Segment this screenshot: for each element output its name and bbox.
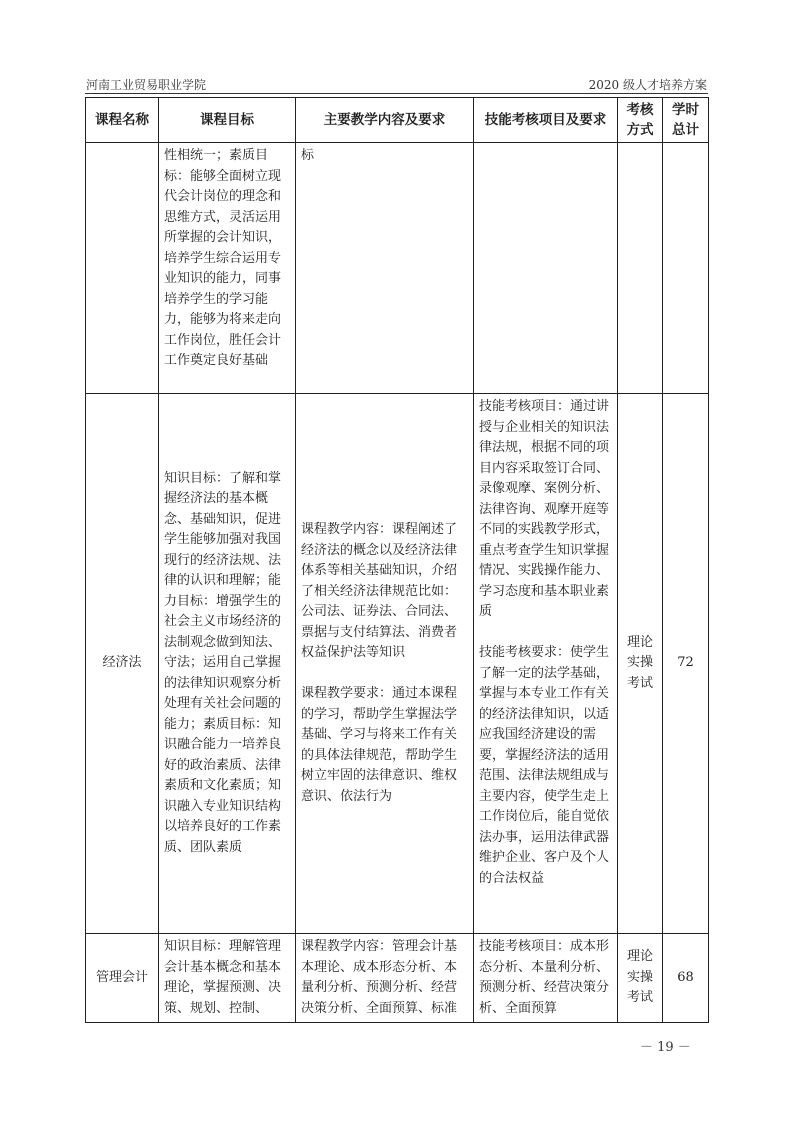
course-name-cell xyxy=(86,143,159,394)
exam-method-cell: 理论实操考试 xyxy=(618,934,663,1023)
table-row xyxy=(86,143,709,394)
col-header-content: 主要教学内容及要求 xyxy=(296,98,474,143)
hours-cell xyxy=(663,143,709,394)
col-header-hours: 学时总计 xyxy=(663,98,709,143)
hours-cell: 68 xyxy=(663,934,709,1023)
col-header-course-name: 课程名称 xyxy=(86,98,159,143)
table-row xyxy=(86,934,709,1023)
hours-cell: 72 xyxy=(663,394,709,934)
course-goal-cell: 知识目标：了解和掌握经济法的基本概念、基础知识，促进学生能够加强对我国现行的经济法规、法律的认识和理解；能力目标：增强学生的社会主义市场经济的法制观念做到知法、守法；运用自己掌握的法律知识观察分析处理有关社会问题的能力；素质目标：知识融合能力一培养良好的政治素质、法律素质和文化素质；知识融入专业知识结构以培养良好的工作素质、团队素质 xyxy=(159,394,296,934)
course-name-cell: 管理会计 xyxy=(86,934,159,1023)
header-document-title: 2020 级人才培养方案 xyxy=(588,78,707,92)
page-number: － 19 － xyxy=(640,1040,691,1055)
exam-method-cell xyxy=(618,143,663,394)
skill-cell: 技能考核项目：成本形态分析、本量利分析、预测分析、经营决策分析、全面预算 xyxy=(474,934,618,1023)
exam-method-cell: 理论实操考试 xyxy=(618,394,663,934)
course-goal-cell: 知识目标：理解管理会计基本概念和基本理论，掌握预测、决策、规划、控制、 xyxy=(159,934,296,1023)
course-goal-cell: 性相统一；素质目标：能够全面树立现代会计岗位的理念和思维方式，灵活运用所掌握的会计知识，培养学生综合运用专业知识的能力，同事培养学生的学习能力，能够为将来走向工作岗位，胜任会计工作奠定良好基础 xyxy=(159,143,296,394)
header-divider xyxy=(85,93,708,94)
col-header-course-goal: 课程目标 xyxy=(159,98,296,143)
header-institution: 河南工业贸易职业学院 xyxy=(86,78,207,92)
course-content-cell: 课程教学内容：管理会计基本理论、成本形态分析、本量利分析、预测分析、经营决策分析、全面预算、标准 xyxy=(296,934,474,1023)
col-header-exam-method: 考核方式 xyxy=(618,98,663,143)
course-table xyxy=(85,97,709,1023)
skill-cell xyxy=(474,143,618,394)
table-header-row xyxy=(86,98,709,143)
col-header-skill: 技能考核项目及要求 xyxy=(474,98,618,143)
course-content-cell: 课程教学内容：课程阐述了经济法的概念以及经济法律体系等相关基础知识，介绍了相关经济法律规范比如：公司法、证券法、合同法、票据与支付结算法、消费者权益保护法等知识 课程教学要求：通过本课程的学习，帮助学生掌握法学基础、学习与将来工作有关的具体法律规范，帮助学生树立牢固的法律意识、维权意识、依法行为 xyxy=(296,394,474,934)
skill-cell: 技能考核项目：通过讲授与企业相关的知识法律法规，根据不同的项目内容采取签订合同、录像观摩、案例分析、法律咨询、观摩开庭等不同的实践教学形式，重点考查学生知识掌握情况、实践操作能力、学习态度和基本职业素质 技能考核要求：使学生了解一定的法学基础，掌握与本专业工作有关的经济法律知识，以适应我国经济建设的需要，掌握经济法的适用范围、法律法规组成与主要内容，使学生走上工作岗位后，能自觉依法办事，运用法律武器维护企业、客户及个人的合法权益 xyxy=(474,394,618,934)
course-content-cell: 标 xyxy=(296,143,474,394)
table-row xyxy=(86,394,709,934)
course-name-cell: 经济法 xyxy=(86,394,159,934)
